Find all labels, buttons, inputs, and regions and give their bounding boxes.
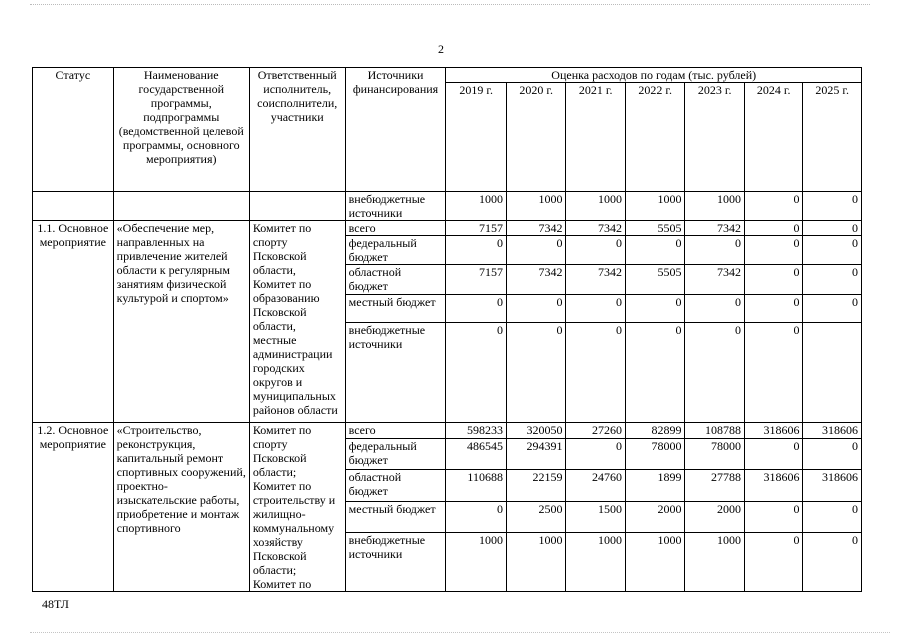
value-cell: 0 [566, 438, 626, 469]
header-sources: Источники финансирования [345, 68, 446, 192]
value-cell: 0 [506, 323, 566, 423]
value-cell: 0 [803, 438, 862, 469]
value-cell: 318606 [803, 470, 862, 501]
value-cell: 24760 [566, 470, 626, 501]
value-cell: 108788 [685, 423, 745, 439]
executor-cell [249, 192, 345, 221]
value-cell: 1000 [566, 192, 626, 221]
value-cell: 1000 [506, 533, 566, 592]
value-cell: 0 [744, 438, 802, 469]
status-cell: 1.2. Основное мероприятие [33, 423, 114, 592]
value-cell: 0 [803, 192, 862, 221]
value-cell: 2000 [625, 501, 685, 532]
value-cell [803, 323, 862, 423]
header-status: Статус [33, 68, 114, 192]
value-cell: 0 [566, 323, 626, 423]
budget-table [32, 67, 862, 592]
value-cell: 0 [446, 236, 507, 265]
value-cell: 486545 [446, 438, 507, 469]
value-cell: 27788 [685, 470, 745, 501]
source-cell: всего [345, 221, 446, 236]
scan-edge-bottom [30, 632, 890, 633]
value-cell: 7342 [566, 221, 626, 236]
value-cell: 1000 [446, 533, 507, 592]
value-cell: 22159 [506, 470, 566, 501]
value-cell: 7342 [506, 265, 566, 295]
value-cell: 1000 [625, 192, 685, 221]
value-cell: 82899 [625, 423, 685, 439]
value-cell: 0 [803, 501, 862, 532]
value-cell: 294391 [506, 438, 566, 469]
header-year: 2021 г. [566, 83, 626, 192]
value-cell: 0 [744, 533, 802, 592]
page-number: 2 [438, 42, 444, 56]
source-cell: внебюджетные источники [345, 323, 446, 423]
value-cell: 1000 [506, 192, 566, 221]
scan-edge-top [30, 4, 870, 5]
source-cell: местный бюджет [345, 295, 446, 323]
header-year: 2024 г. [744, 83, 802, 192]
value-cell: 7342 [685, 265, 745, 295]
value-cell: 78000 [625, 438, 685, 469]
status-cell [33, 192, 114, 221]
value-cell: 0 [446, 501, 507, 532]
header-executor: Ответственный исполнитель, соисполнители, участники [249, 68, 345, 192]
value-cell: 110688 [446, 470, 507, 501]
value-cell: 1000 [685, 533, 745, 592]
value-cell: 318606 [744, 470, 802, 501]
value-cell: 2000 [685, 501, 745, 532]
value-cell: 0 [744, 236, 802, 265]
value-cell: 598233 [446, 423, 507, 439]
value-cell: 5505 [625, 221, 685, 236]
value-cell: 0 [744, 192, 802, 221]
source-cell: областной бюджет [345, 265, 446, 295]
value-cell: 0 [566, 236, 626, 265]
value-cell: 0 [803, 265, 862, 295]
value-cell: 0 [685, 323, 745, 423]
header-program-name: Наименование государственной программы, подпрограммы (ведомственной целевой программы, основного мероприятия) [113, 68, 249, 192]
header-cost-estimate: Оценка расходов по годам (тыс. рублей) [446, 68, 862, 83]
value-cell: 1899 [625, 470, 685, 501]
value-cell: 0 [625, 236, 685, 265]
value-cell: 0 [506, 295, 566, 323]
value-cell: 0 [685, 295, 745, 323]
source-cell: внебюджетные источники [345, 533, 446, 592]
header-year: 2025 г. [803, 83, 862, 192]
header-year: 2020 г. [506, 83, 566, 192]
executor-cell: Комитет по спорту Псковской области; Комитет по строительству и жилищно-коммунальному хозяйству Псковской области; Комитет по [249, 423, 345, 592]
value-cell: 7157 [446, 265, 507, 295]
value-cell: 0 [744, 265, 802, 295]
value-cell: 1500 [566, 501, 626, 532]
value-cell: 0 [625, 323, 685, 423]
header-year: 2023 г. [685, 83, 745, 192]
program-name-cell: «Обеспечение мер, направленных на привлечение жителей области к регулярным занятиям физической культурой и спортом» [113, 221, 249, 423]
value-cell: 5505 [625, 265, 685, 295]
value-cell: 0 [625, 295, 685, 323]
value-cell: 320050 [506, 423, 566, 439]
value-cell: 318606 [803, 423, 862, 439]
table-row [33, 423, 862, 439]
footer-code: 48ТЛ [42, 597, 69, 611]
value-cell: 78000 [685, 438, 745, 469]
value-cell: 0 [566, 295, 626, 323]
value-cell: 0 [744, 501, 802, 532]
program-name-cell [113, 192, 249, 221]
value-cell: 0 [744, 295, 802, 323]
value-cell: 0 [803, 533, 862, 592]
value-cell: 0 [446, 295, 507, 323]
value-cell: 2500 [506, 501, 566, 532]
value-cell: 1000 [446, 192, 507, 221]
source-cell: всего [345, 423, 446, 439]
value-cell: 7342 [506, 221, 566, 236]
value-cell: 1000 [625, 533, 685, 592]
value-cell: 0 [803, 236, 862, 265]
header-year: 2022 г. [625, 83, 685, 192]
value-cell: 0 [506, 236, 566, 265]
value-cell: 0 [803, 295, 862, 323]
table-row [33, 221, 862, 236]
value-cell: 0 [685, 236, 745, 265]
source-cell: внебюджетные источники [345, 192, 446, 221]
status-cell: 1.1. Основное мероприятие [33, 221, 114, 423]
value-cell: 1000 [566, 533, 626, 592]
value-cell: 7342 [566, 265, 626, 295]
value-cell: 27260 [566, 423, 626, 439]
executor-cell: Комитет по спорту Псковской области, Комитет по образованию Псковской области, местные администрации городских округов и муниципальных районов области [249, 221, 345, 423]
program-name-cell: «Строительство, реконструкция, капитальный ремонт спортивных сооружений, проектно-изыскательские работы, приобретение и монтаж спортивного [113, 423, 249, 592]
source-cell: федеральный бюджет [345, 236, 446, 265]
header-year: 2019 г. [446, 83, 507, 192]
value-cell: 1000 [685, 192, 745, 221]
table-row [33, 192, 862, 221]
source-cell: областной бюджет [345, 470, 446, 501]
source-cell: местный бюджет [345, 501, 446, 532]
value-cell: 0 [446, 323, 507, 423]
value-cell: 0 [803, 221, 862, 236]
value-cell: 0 [744, 221, 802, 236]
value-cell: 7342 [685, 221, 745, 236]
value-cell: 7157 [446, 221, 507, 236]
value-cell: 318606 [744, 423, 802, 439]
source-cell: федеральный бюджет [345, 438, 446, 469]
value-cell: 0 [744, 323, 802, 423]
